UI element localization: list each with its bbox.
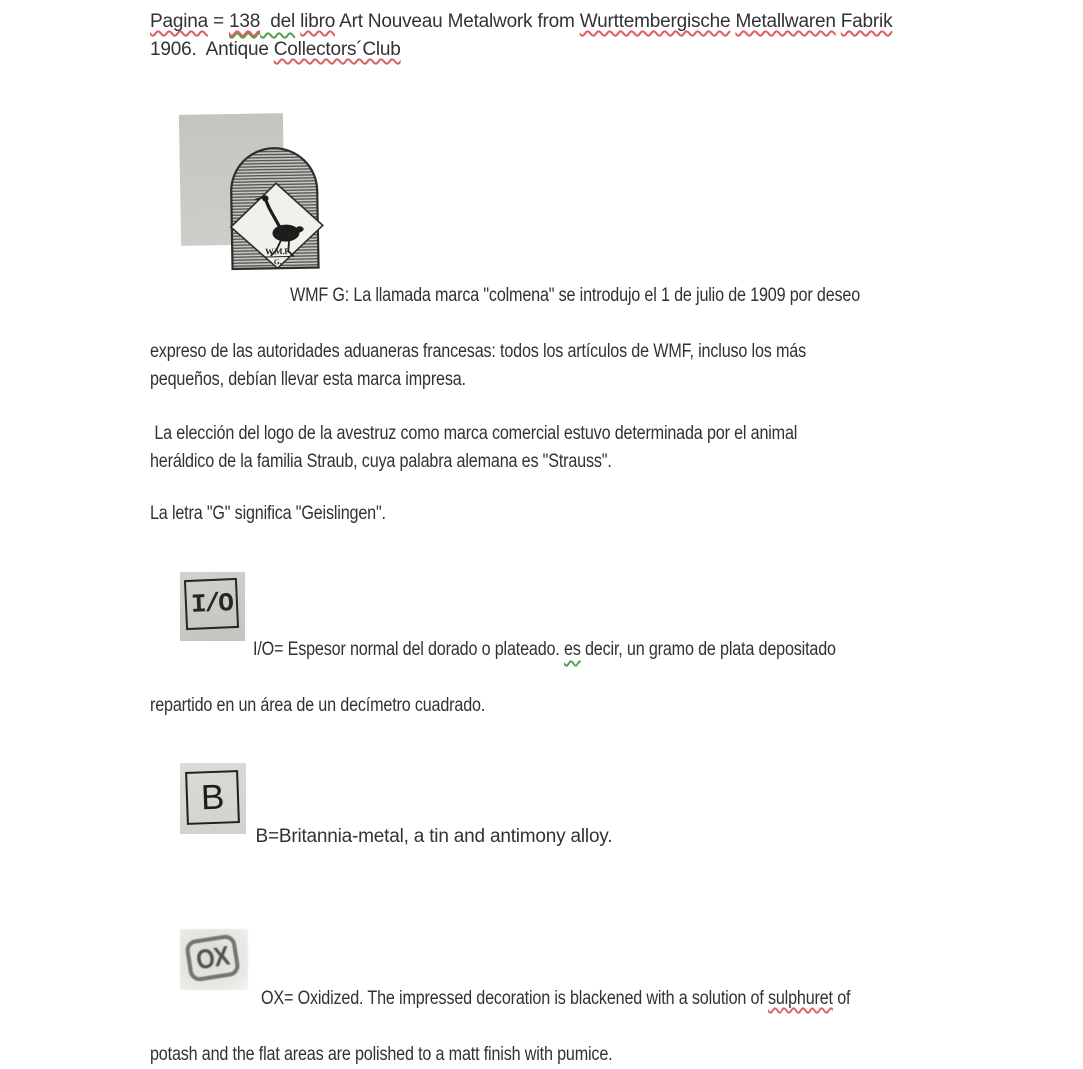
b-paragraph-line: B=Britannia-metal, a tin and antimony alloy. [255,826,612,847]
b-stamp-icon [186,770,241,825]
word-collectors-club: Collectors´Club [274,39,401,60]
letter-g-paragraph [150,500,935,528]
wmf-paragraph-line-1: WMF G: La llamada marca "colmena" se introdujo el 1 de julio de 1909 por deseo [290,282,860,310]
wmf-ostrich-hallmark-icon [220,140,326,273]
wmf-mark-label: W.M.F [265,246,289,256]
b-stamp-text: B [201,783,225,812]
io-stamp-icon [184,578,239,630]
ox-stamp-text: OX [195,942,232,975]
io-stamp-image [180,572,245,641]
word-138: 138 [229,11,260,32]
word-es: es [564,639,581,660]
wmf-beehive-mark-image [179,113,285,246]
ostrich-paragraph-line-1: La elección del logo de la avestruz como marca comercial estuvo determinada por el animal [150,420,797,448]
b-section [150,735,935,879]
letter-g-line: La letra "G" significa "Geislingen". [150,500,386,528]
word-pagina: Pagina [150,11,208,32]
wmf-mark-g-label: G. [274,257,282,266]
io-stamp-text: I/O [191,589,233,619]
ox-stamp-image [180,929,248,990]
title-line-2: 1906. Antique Collectors´Club [150,36,935,64]
word-libro: libro [300,11,335,32]
word-metallwaren: Metallwaren [735,11,835,32]
document-title [150,8,935,64]
word-del: del [260,11,295,32]
ostrich-paragraph [150,420,935,476]
ox-stamp-icon [185,933,242,982]
ox-paragraph-line-1: OX= Oxidized. The impressed decoration is blackened with a solution of sulphuret of [261,985,850,1013]
io-paragraph-line-2: repartido en un área de un decímetro cuadrado. [150,692,485,720]
word-wurttembergische: Wurttembergische [580,11,731,32]
wmf-paragraph-line-3: pequeños, debían llevar esta marca impresa. [150,366,466,394]
ox-section [150,901,935,1069]
ostrich-paragraph-line-2: heráldico de la familia Straub, cuya palabra alemana es "Strauss". [150,448,612,476]
wmf-section [150,86,935,394]
io-section [150,544,935,720]
io-paragraph-line-1: I/O= Espesor normal del dorado o plateado. es decir, un gramo de plata depositado [253,636,836,664]
word-fabrik: Fabrik [841,11,893,32]
title-line-1: Pagina = 138 del libro Art Nouveau Metalwork from Wurttembergische Metallwaren Fabrik [150,8,935,36]
wmf-paragraph-line-2: expreso de las autoridades aduaneras francesas: todos los artículos de WMF, incluso los más [150,338,806,366]
word-sulphuret: sulphuret [768,988,833,1009]
ox-paragraph-line-2: potash and the flat areas are polished to a matt finish with pumice. [150,1041,612,1069]
b-stamp-image [180,763,246,834]
